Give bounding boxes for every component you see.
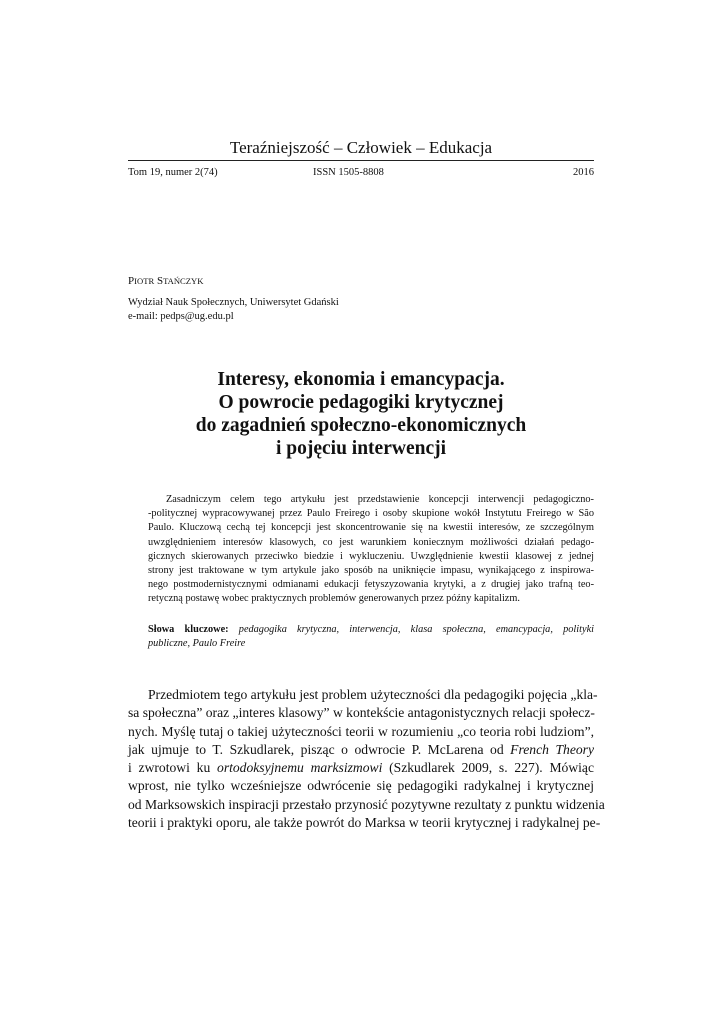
- header-rule: [128, 160, 594, 161]
- abstract-line: -politycznej wypracowywanej przez Paulo Freirego i osoby skupione wokół Instytutu Freirego w São: [148, 508, 594, 520]
- title-line: Interesy, ekonomia i emancypacja.: [217, 369, 505, 390]
- marksizm-italic: ortodoksyjnemu marksizmowi: [217, 760, 383, 776]
- abstract-line: retyczną postawę wobec praktycznych problemów generowanych przez późny kapitalizm.: [148, 593, 520, 605]
- author-affiliation: [128, 296, 339, 324]
- body-line: sa społeczna” oraz „interes klasowy” w kontekście antagonistycznych relacji społecz-: [128, 705, 595, 721]
- abstract-line: nego postmodernistycznymi odmianami edukacji fetyszyzowania krytyki, a z drugiej jako trafną teo-: [148, 579, 594, 591]
- body-line: od Marksowskich inspiracji przestało przynosić pozytywne rezultaty z punktu widzenia: [128, 796, 605, 812]
- abstract: [148, 493, 594, 607]
- body-line: Przedmiotem tego artykułu jest problem użyteczności dla pedagogiki pojęcia „kla-: [148, 687, 598, 702]
- title-line: do zagadnień społeczno-ekonomicznych: [195, 415, 527, 436]
- abstract-line: Zasadniczym celem tego artykułu jest przedstawienie koncepcji interwencji pedagogiczno-: [166, 494, 594, 505]
- body-line: i zwrotowi ku ortodoksyjnemu marksizmowi (Szkudlarek 2009, s. 227). Mówiąc: [128, 760, 595, 776]
- author-name: PIOTR STAŃCZYK: [128, 275, 204, 287]
- issn: ISSN 1505-8808: [313, 167, 384, 178]
- keywords: [148, 623, 594, 651]
- abstract-line: Paulo. Kluczową cechą tej koncepcji jest skoncentrowanie się na kwestii interesów, ze szczególnym: [148, 522, 594, 534]
- author-email: e-mail: pedps@ug.edu.pl: [128, 311, 234, 322]
- affiliation-text: Wydział Nauk Społecznych, Uniwersytet Gdański: [128, 297, 339, 308]
- body-line: jak ujmuje to T. Szkudlarek, pisząc o odwrocie P. McLarena od French Theory: [128, 741, 594, 757]
- abstract-line: uwzględnieniem interesów klasowych, co jest warunkiem koniecznym możliwości działań pedago-: [148, 536, 594, 548]
- abstract-line: strony jest traktowane w tym artykule jako sposób na uniknięcie impasu, wynikającego z inspirowa-: [148, 565, 594, 577]
- body-line: wprost, nie tylko wcześniejsze odwrócenie się pedagogiki radykalnej i krytycznej: [128, 778, 594, 794]
- publication-year: 2016: [573, 167, 594, 178]
- volume-number: Tom 19, numer 2(74): [128, 167, 218, 178]
- body-line: teorii i praktyki oporu, ale także powrót do Marksa w teorii krytycznej i radykalnej pe-: [128, 815, 601, 831]
- title-line: i pojęciu interwencji: [275, 438, 447, 459]
- journal-title: Teraźniejszość – Człowiek – Edukacja: [229, 138, 493, 157]
- keywords-list-cont: publiczne, Paulo Freire: [148, 638, 246, 650]
- keywords-label: Słowa kluczowe:: [148, 624, 229, 635]
- french-theory-italic: French Theory: [510, 741, 594, 757]
- article-title: [128, 368, 594, 460]
- abstract-line: gicznych skierowanych przeciwko biedzie i wykluczeniu. Uwzględnienie kwestii klasowej z jednej: [148, 550, 594, 562]
- keywords-list: pedagogika krytyczna, interwencja, klasa społeczna, emancypacja, polityki: [238, 624, 594, 635]
- body-line: nych. Myślę tutaj o takiej użyteczności teorii w rozumieniu „co teoria robi ludziom”,: [128, 723, 594, 739]
- body-text: [128, 686, 605, 832]
- title-line: O powrocie pedagogiki krytycznej: [218, 392, 504, 413]
